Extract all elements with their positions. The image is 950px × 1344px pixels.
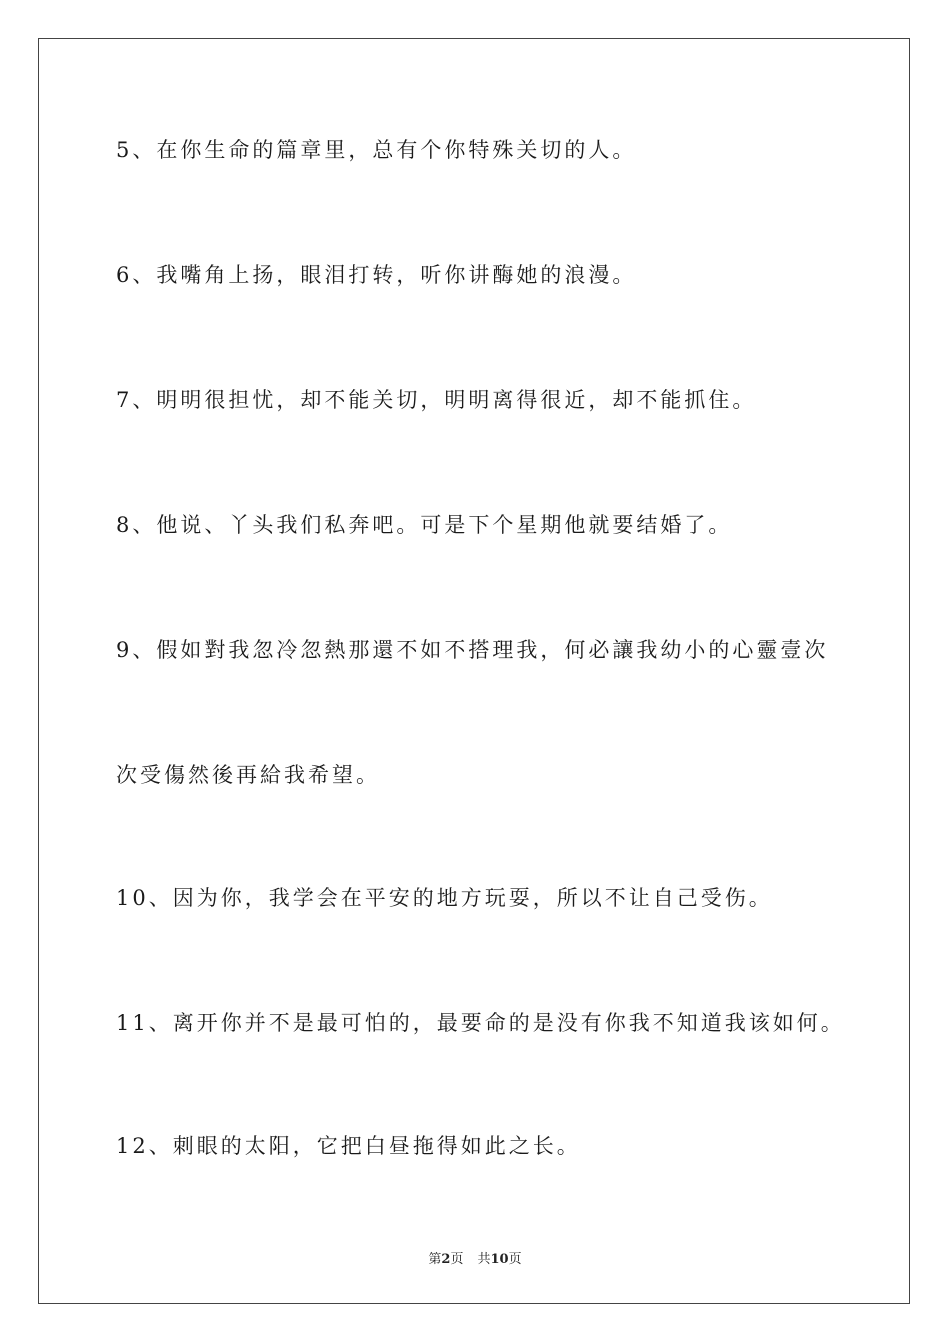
text-line-7: 7、明明很担忧，却不能关切，明明离得很近，却不能抓住。 [116, 388, 757, 412]
text-line-10: 10、因为你，我学会在平安的地方玩耍，所以不让自己受伤。 [116, 886, 773, 910]
text-line-8: 8、他说、丫头我们私奔吧。可是下个星期他就要结婚了。 [116, 513, 733, 537]
text-line-12: 12、刺眼的太阳，它把白昼拖得如此之长。 [116, 1134, 581, 1158]
page-number: 2 [441, 1252, 451, 1267]
page-prefix: 第 [428, 1252, 442, 1267]
page-suffix: 页 [450, 1252, 464, 1267]
page-border [38, 38, 910, 1304]
text-line-9-continued: 次受傷然後再給我希望。 [116, 763, 380, 787]
text-line-5: 5、在你生命的篇章里，总有个你特殊关切的人。 [116, 138, 637, 162]
text-line-6: 6、我嘴角上扬，眼泪打转，听你讲酶她的浪漫。 [116, 263, 637, 287]
text-line-9: 9、假如對我忽冷忽熱那還不如不搭理我，何必讓我幼小的心靈壹次 [116, 638, 829, 662]
total-suffix: 页 [508, 1252, 522, 1267]
total-prefix: 共 [477, 1252, 491, 1267]
total-pages: 10 [490, 1252, 509, 1267]
page-footer [0, 1248, 950, 1267]
text-line-11: 11、离开你并不是最可怕的，最要命的是没有你我不知道我该如何。 [116, 1011, 845, 1035]
